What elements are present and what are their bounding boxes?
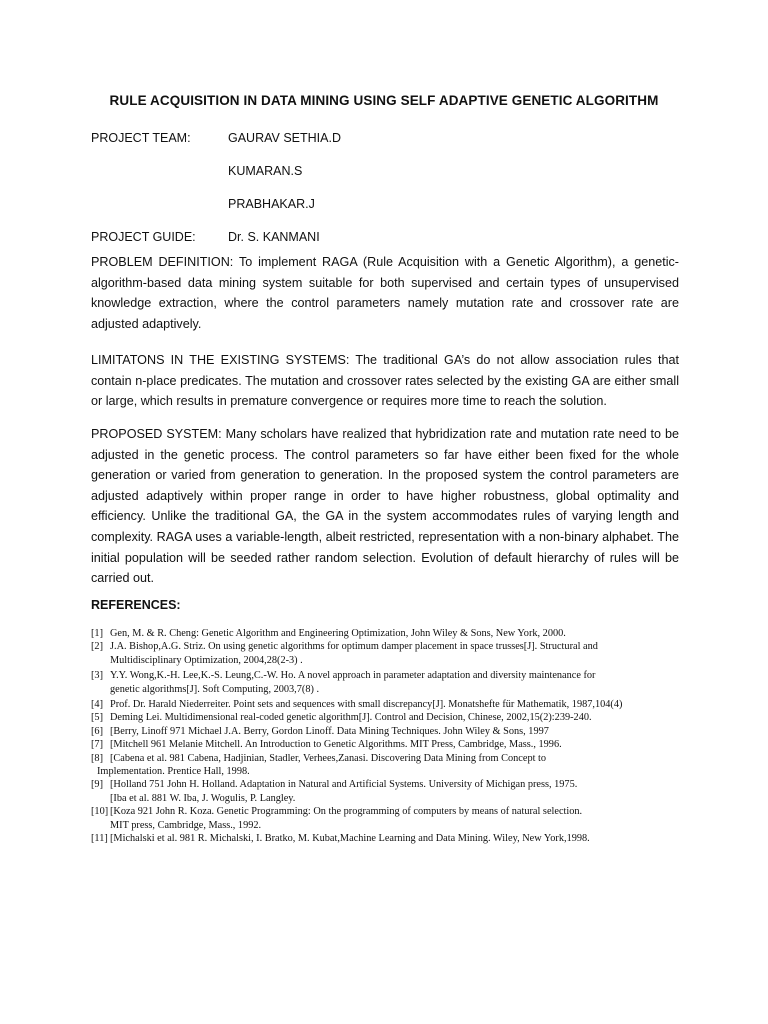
reference-number: [5] [91,712,104,724]
project-guide-label: PROJECT GUIDE: [91,230,196,244]
reference-text: [Berry, Linoff 971 Michael J.A. Berry, Gordon Linoff. Data Mining Techniques. John Wiley & Sons, 1997 [110,725,549,737]
team-member-2: KUMARAN.S [228,164,303,178]
document-title: RULE ACQUISITION IN DATA MINING USING SELF ADAPTIVE GENETIC ALGORITHM [109,93,659,108]
reference-text-continued: Implementation. Prentice Hall, 1998. [97,766,250,778]
reference-item [91,778,691,805]
reference-text-continued: MIT press, Cambridge, Mass., 1992. [110,819,262,831]
reference-number: [3] [91,670,104,682]
reference-number: [8] [91,752,104,764]
limitations-text: The traditional GA’s do not allow association rules that contain n-place predicates. The mutation and crossover rates selected by the existing GA are either small or large, which results in premature convergence or requires more time to reach the solution. [91,353,679,409]
project-guide-name: Dr. S. KANMANI [228,230,320,244]
reference-text: Prof. Dr. Harald Niederreiter. Point sets and sequences with small discrepancy[J]. Monatshefte für Mathematik, 1987,104(4) [110,699,623,711]
references-list [91,627,691,846]
reference-number: [9] [91,779,104,791]
reference-item [91,725,691,738]
reference-text: Gen, M. & R. Cheng: Genetic Algorithm and Engineering Optimization, John Wiley & Sons, New York, 2000. [110,628,566,639]
team-member-1: GAURAV SETHIA.D [228,131,341,145]
reference-text: [Cabena et al. 981 Cabena, Hadjinian, Stadler, Verhees,Zanasi. Discovering Data Mining from Concept to [110,752,547,764]
reference-item [91,832,691,845]
reference-item [91,669,691,696]
proposed-system-label: PROPOSED SYSTEM: [91,427,222,441]
reference-text-continued: Multidisciplinary Optimization, 2004,28(2-3) . [110,654,303,666]
project-team-label: PROJECT TEAM: [91,131,191,145]
problem-definition-paragraph [91,252,679,334]
reference-item [91,640,691,667]
problem-definition-label: PROBLEM DEFINITION: [91,255,234,269]
limitations-label: LIMITATONS IN THE EXISTING SYSTEMS: [91,353,350,367]
reference-number: [7] [91,739,104,751]
reference-number: [4] [91,699,104,711]
reference-text: J.A. Bishop,A.G. Striz. On using genetic algorithms for optimum damper placement in space trusses[J]. Structural and [110,641,598,653]
proposed-system-text: Many scholars have realized that hybridization rate and mutation rate need to be adjusted in the genetic process. The control parameters so far have either been fixed for the whole generation or varied from generation to generation. In the proposed system the control parameters are adjusted adaptively within proper range in order to have higher robustness, global optimality and efficiency. Unlike the traditional GA, the GA in the system accommodates rules of varying length and complexity. RAGA uses a variable-length, albeit restricted, representation with a non-binary alphabet. The initial population will be seeded rather random selection. Evolution of default hierarchy of rules will be carried out. [91,427,680,586]
reference-text: [Koza 921 John R. Koza. Genetic Programming: On the programming of computers by means of natural selection. [110,806,583,818]
reference-text: Y.Y. Wong,K.-H. Lee,K.-S. Leung,C.-W. Ho. A novel approach in parameter adaptation and diversity maintenance for [110,670,596,682]
reference-item [91,738,691,751]
reference-item [91,711,691,724]
reference-text: [Michalski et al. 981 R. Michalski, I. Bratko, M. Kubat,Machine Learning and Data Mining. Wiley, New York,1998. [110,833,590,845]
reference-item [91,698,691,711]
reference-text: [Mitchell 961 Melanie Mitchell. An Introduction to Genetic Algorithms. MIT Press, Cambridge, Mass., 1996. [110,739,562,751]
reference-text-continued: genetic algorithms[J]. Soft Computing, 2003,7(8) . [110,683,320,695]
team-member-3: PRABHAKAR.J [228,197,315,211]
reference-item [91,627,691,640]
limitations-paragraph [91,350,679,412]
reference-number: [11] [91,833,108,845]
reference-item [91,805,691,832]
reference-number: [6] [91,725,104,737]
reference-number: [1] [91,628,104,639]
reference-text: Deming Lei. Multidimensional real-coded genetic algorithm[J]. Control and Decision, Chinese, 2002,15(2):239-240. [110,712,592,724]
reference-number: [2] [91,641,104,653]
reference-text-continued: [Iba et al. 881 W. Iba, J. Wogulis, P. Langley. [110,792,296,804]
reference-number: [10] [91,806,109,818]
references-heading: REFERENCES: [91,598,181,612]
reference-item [91,752,691,779]
problem-definition-text: To implement RAGA (Rule Acquisition with a Genetic Algorithm), a genetic-algorithm-based data mining system suitable for both supervised and certain types of unsupervised knowledge extraction, where the control parameters namely mutation rate and crossover rate are adjusted adaptively. [91,255,680,331]
proposed-system-paragraph [91,424,679,589]
reference-text: [Holland 751 John H. Holland. Adaptation in Natural and Artificial Systems. University of Michigan press, 1975. [110,779,578,791]
